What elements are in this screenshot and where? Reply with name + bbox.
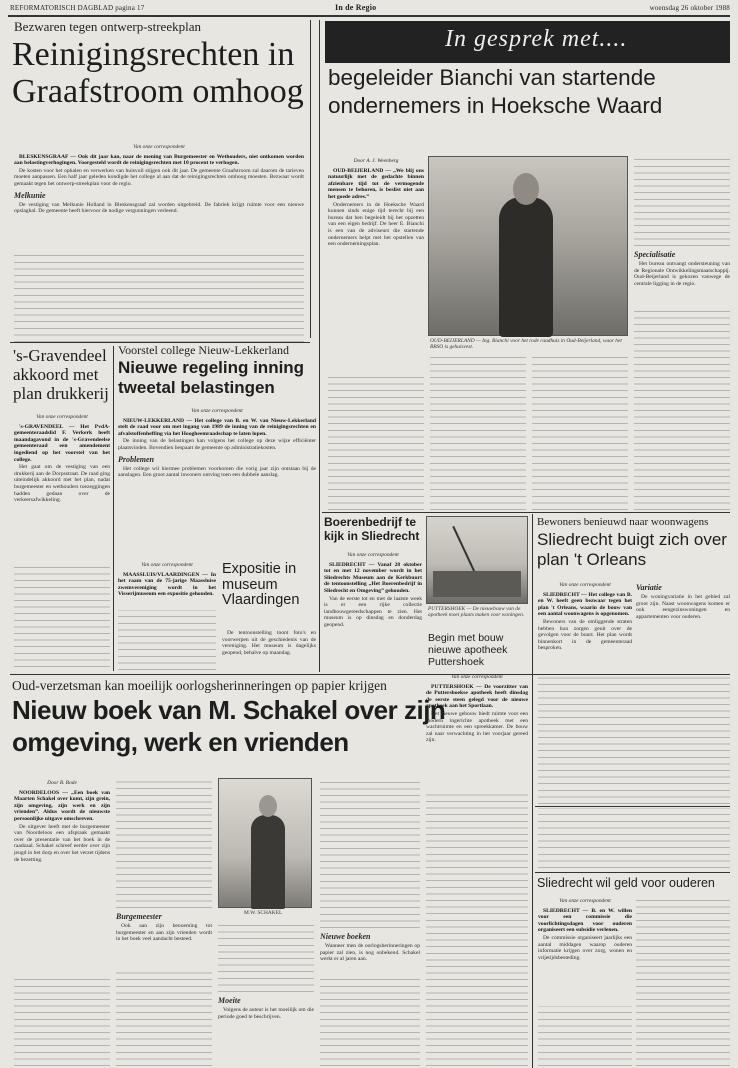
body: De inning van de belastingen kan volgens het college op deze wijze efficiënter plaatsvinden. Bovendien bespaart de gemeente op administratiekosten. <box>118 438 316 451</box>
body: Wanneer men de oorlogsherinneringen op papier zal zien, is nog onbekend. Schakel werkt er al jaren aan. <box>320 943 420 963</box>
byline: Van onze correspondent <box>191 408 243 414</box>
subhead: Problemen <box>118 454 154 464</box>
photo-apotheek <box>426 516 528 604</box>
text-filler <box>636 896 730 1066</box>
article-lekkerland <box>118 406 316 556</box>
text-filler <box>538 676 730 804</box>
body: Het college wil hiermee problemen voorkomen die vorig jaar zijn ontstaan bij de aanslagen. Een groot aantal inwoners ontving toen een dubbele aanslag. <box>118 465 316 479</box>
text-filler <box>634 306 730 510</box>
article-vlaardingen-lead <box>118 560 216 670</box>
body: De commissie organiseert jaarlijks een aantal middagen waarop ouderen informatie krijgen over zorg, wonen en vrijetijdsbesteding. <box>538 934 632 961</box>
article-bianchi-col4 <box>532 354 628 510</box>
rule <box>310 20 311 338</box>
article-apotheek <box>426 672 528 1066</box>
body: De kosten voor het ophalen en verwerken van huisvuil stijgen ook dit jaar. De gemeente Graafstroom zal daarom de tarieven moeten aanpassen. Een half jaar geleden kondigde het college al aan dat de reinigingsrechten omhoog moesten. Bezwaar wordt gemaakt tegen het ontwerp-streekplan voor de regio. <box>14 167 304 187</box>
header-paper: REFORMATORISCH DAGBLAD pagina 17 <box>10 4 145 12</box>
lead: SLIEDRECHT — Het college van B. en W. heeft geen bezwaar tegen het plan 't Orleans, waarin de bouw van een aantal woonwagens is opgenomen. <box>538 591 632 618</box>
article-hulp-col2 <box>636 896 730 1066</box>
caption-schakel: M.W. SCHAKEL <box>244 910 283 916</box>
text-filler <box>116 778 212 908</box>
text-filler <box>538 1006 632 1066</box>
text-filler <box>14 252 304 342</box>
body: Het nieuwe gebouw biedt ruimte voor een modern ingerichte apotheek met een wachtruimte en een spreekkamer. De bouw zal naar verwachting in het voorjaar gereed zijn. <box>426 710 528 744</box>
text-filler <box>426 792 528 1066</box>
text-filler <box>634 156 730 246</box>
body: De vestiging van Melkunie Holland in Bleskensgraaf zal worden uitgebreid. De fabriek krijgt ruimte voor een nieuwe opslaghal. De gemeente heeft hiervoor de nodige vergunningen verleend. <box>14 201 304 215</box>
text-filler <box>430 354 526 510</box>
lead: 's-GRAVENDEEL — Het PvdA-gemeenteraadslid F. Verkerk heeft maandagavond in de 's-Gravendeelse gemeenteraad een amendement ingediend op het voorstel van het college. <box>14 423 110 463</box>
photo-schakel <box>218 778 312 908</box>
article-gravendeel <box>14 412 110 667</box>
subhead: Variatie <box>636 583 662 592</box>
kicker-schakel: Oud-verzetsman kan moeilijk oorlogsherinneringen op papier krijgen <box>12 678 387 693</box>
header-rule <box>8 15 730 17</box>
caption-bianchi: OUD-BEIJERLAND — Ing. Bianchi voor het rode raadhuis in Oud-Beijerland, waar het BBSO is gehuisvest. <box>430 338 622 351</box>
text-filler <box>218 922 314 992</box>
body: De tentoonstelling toont foto's en voorwerpen uit de geschiedenis van de vereniging. Het museum is dagelijks geopend, behalve op maandag. <box>222 630 316 656</box>
subhead: Melkunie <box>14 190 46 200</box>
text-filler <box>538 808 730 868</box>
lead: SLIEDRECHT — B. en W. willen voor een commissie die voorlichtingsdagen voor ouderen organiseert een subsidie verlenen. <box>538 907 632 934</box>
article-sliedrecht-col2 <box>636 580 730 672</box>
body: Volgens de auteur is het moeilijk om die periode goed te beschrijven. <box>218 1007 314 1020</box>
lead: SLIEDRECHT — Vanaf 28 oktober tot en met 12 november wordt in het Sliedrechts Museum aan de Kerkbuurt de tentoonstelling „Het Boerenbedrijf in Sliedrecht en Omgeving” gehouden. <box>324 561 422 594</box>
text-filler <box>320 978 420 1066</box>
headline-apotheek: Begin met bouw nieuwe apotheek Puttershoek <box>428 632 508 668</box>
headline-hulp: Sliedrecht wil geld voor ouderen <box>537 876 715 890</box>
photo-bianchi <box>428 156 628 336</box>
text-filler <box>328 376 424 510</box>
rule <box>535 872 730 873</box>
person-head <box>513 173 539 205</box>
text-filler <box>14 978 110 1066</box>
headline-sliedrecht: Sliedrecht buigt zich over plan 't Orleans <box>537 530 727 569</box>
lead: MAASSLUIS/VLAARDINGEN — In het raam van de 75-jarige Maassluise zwemvereniging wordt in het Visserijmuseum een expositie gehouden. <box>118 571 216 598</box>
rule <box>532 514 533 1068</box>
kicker-reinigingsrechten: Bezwaren tegen ontwerp-streekplan <box>14 20 201 34</box>
headline-vlaardingen: Expositie in museum Vlaardingen <box>222 562 300 608</box>
article-schakel-col4 <box>320 778 420 1066</box>
kicker-lekkerland: Voorstel college Nieuw-Lekkerland <box>118 344 290 357</box>
byline: Van onze correspondent <box>451 674 503 680</box>
lead: NOORDELOOS — „Een boek van Maarten Schakel over komt, zijn grein, zijn omgeving, zijn werk en zijn vrienden”. Aldus wordt de nieuwste persoonlijke uitgave omschreven. <box>14 789 110 822</box>
headline-boerenbedrijf: Boerenbedrijf te kijk in Sliedrecht <box>324 515 420 543</box>
person-figure <box>251 815 285 909</box>
subhead: Moeite <box>218 996 241 1005</box>
body: Het bureau ontvangt ondersteuning van de Regionale Ontwikkelingsmaatschappij. Oud-Beijerland is gekozen vanwege de centrale ligging in de regio. <box>634 261 730 287</box>
byline: Van onze correspondent <box>559 898 611 904</box>
rule <box>10 674 730 675</box>
kicker-bianchi <box>325 21 730 63</box>
headline-lekkerland: Nieuwe regeling inning tweetal belastingen <box>118 358 305 397</box>
person-figure <box>499 197 553 337</box>
lead: NIEUW-LEKKERLAND — Het college van B. en W. van Nieuw-Lekkerland stelt de raad voor om met ingang van 1989 de inning van de reinigingsrechten en afvalstoffenheffing via het Hoogheemraadschap te laten lopen. <box>118 417 316 437</box>
header-section: In de Regio <box>335 3 377 12</box>
lead: PUTTERSHOEK — De voorzitter van de Puttershoekse apotheek heeft dinsdag de eerste steen gelegd voor de nieuwe apotheek aan het Sportlaan. <box>426 683 528 710</box>
article-boerenbedrijf <box>324 550 422 670</box>
text-filler <box>116 968 212 1066</box>
body: Ondernemers in de Hoeksche Waard kunnen sinds enige tijd terecht bij een bureau dat hen begeleidt bij het opzetten van een eigen bedrijf. De heer E. Bianchi is een van de adviseurs die startende ondernemers helpt met het opstellen van een ondernemingsplan. <box>328 201 424 248</box>
byline: Door A. J. Weenberg <box>353 158 399 164</box>
article-hulp <box>538 896 632 1066</box>
person-head <box>259 795 277 817</box>
byline: Door B. Bode <box>47 780 77 786</box>
header-date: woensdag 26 oktober 1988 <box>649 4 730 12</box>
byline: Van onze correspondent <box>347 552 399 558</box>
article-bianchi-col3 <box>430 354 526 510</box>
lead: BLESKENSGRAAF — Ook dit jaar kan, naar de mening van Burgemeester en Wethouders, niet ontkomen worden aan belastingverhogingen. Voorgesteld wordt de reinigingsrechten met 10 procent te verhogen. <box>14 153 304 167</box>
article-schakel-col3 <box>218 922 314 1066</box>
byline: Van onze correspondent <box>36 414 88 420</box>
rule <box>113 346 114 671</box>
body: Het gaat om de vestiging van een drukkerij aan de Dorpsstraat. De raad ging uiteindelijk akkoord met het plan, nadat burgemeester en wethouders toezeggingen hadden gedaan over de verkeersafwikkeling. <box>14 464 110 504</box>
building-shape <box>433 571 521 597</box>
headline-reinigingsrechten: Reinigingsrechten in Graafstroom omhoog <box>12 36 304 110</box>
article-bianchi <box>328 156 424 510</box>
article-sliedrecht-col3 <box>538 676 730 804</box>
body: Van de eerste tot en met de laatste week is er een rijke collectie landbouwgereedschappen te zien. Het museum is op dinsdag en donderdag geopend. <box>324 595 422 628</box>
body: Bewoners van de omliggende straten hebben hun zorgen geuit over de gevolgen voor de buurt. Het plan wordt binnenkort in de gemeenteraad besproken. <box>538 618 632 652</box>
byline: Van onze correspondent <box>141 562 193 568</box>
caption-apotheek: PUTTERSHOEK — De nieuwbouw van de apotheek moet plaats maken voor woningen. <box>428 606 525 619</box>
subhead: Nieuwe boeken <box>320 932 371 941</box>
subhead: Specialisatie <box>634 250 676 259</box>
headline-schakel: Nieuw boek van M. Schakel over zijn omgeving, werk en vrienden <box>12 695 446 757</box>
rule <box>322 512 730 513</box>
article-sliedrecht-notice <box>538 808 730 868</box>
article-vlaardingen <box>222 630 316 670</box>
article-reinigingsrechten <box>14 142 304 342</box>
article-bianchi-col5 <box>634 156 730 510</box>
text-filler <box>118 610 216 670</box>
body: De woningvariatie in het gebied zal groot zijn. Naast woonwagens komen er ook eengezinswoningen en appartementen voor ouderen. <box>636 594 730 620</box>
text-filler <box>532 354 628 510</box>
headline-bianchi: begeleider Bianchi van startende ondernemers in Hoeksche Waard <box>328 65 663 118</box>
article-schakel <box>14 778 110 1066</box>
text-filler <box>320 778 420 928</box>
body: Ook aan zijn benoeming tot burgemeester en aan zijn vrienden wordt in het boek veel aandacht besteed. <box>116 923 212 943</box>
article-schakel-col2 <box>116 778 212 1066</box>
article-sliedrecht <box>538 580 632 672</box>
body: De uitgever heeft met de burgemeester van Noordeloos een afspraak gemaakt over de presentatie van het boek in de raadzaal. Schakel schreef eerder over zijn jeugd in het dorp en over het verzet tijdens de bezetting. <box>14 823 110 863</box>
rule <box>535 806 730 807</box>
byline: Van onze correspondent <box>559 582 611 588</box>
subhead: Burgemeester <box>116 912 162 921</box>
headline-gravendeel: 's-Gravendeel akkoord met plan drukkerij <box>13 346 109 403</box>
lead: OUD-BEIJERLAND — „We blij ons natuurlijk met de gedachte binnen afzienbare tijd tot de vermogende mensen te behoren, is beslist niet aan het goede adres.” <box>328 167 424 200</box>
in-gesprek-label: In gesprek met.... <box>445 26 628 52</box>
byline: Van onze correspondent <box>133 144 185 150</box>
rule <box>319 20 320 672</box>
text-filler <box>14 562 110 667</box>
rule <box>10 342 310 343</box>
kicker-sliedrecht: Bewoners benieuwd naar woonwagens <box>537 516 709 528</box>
